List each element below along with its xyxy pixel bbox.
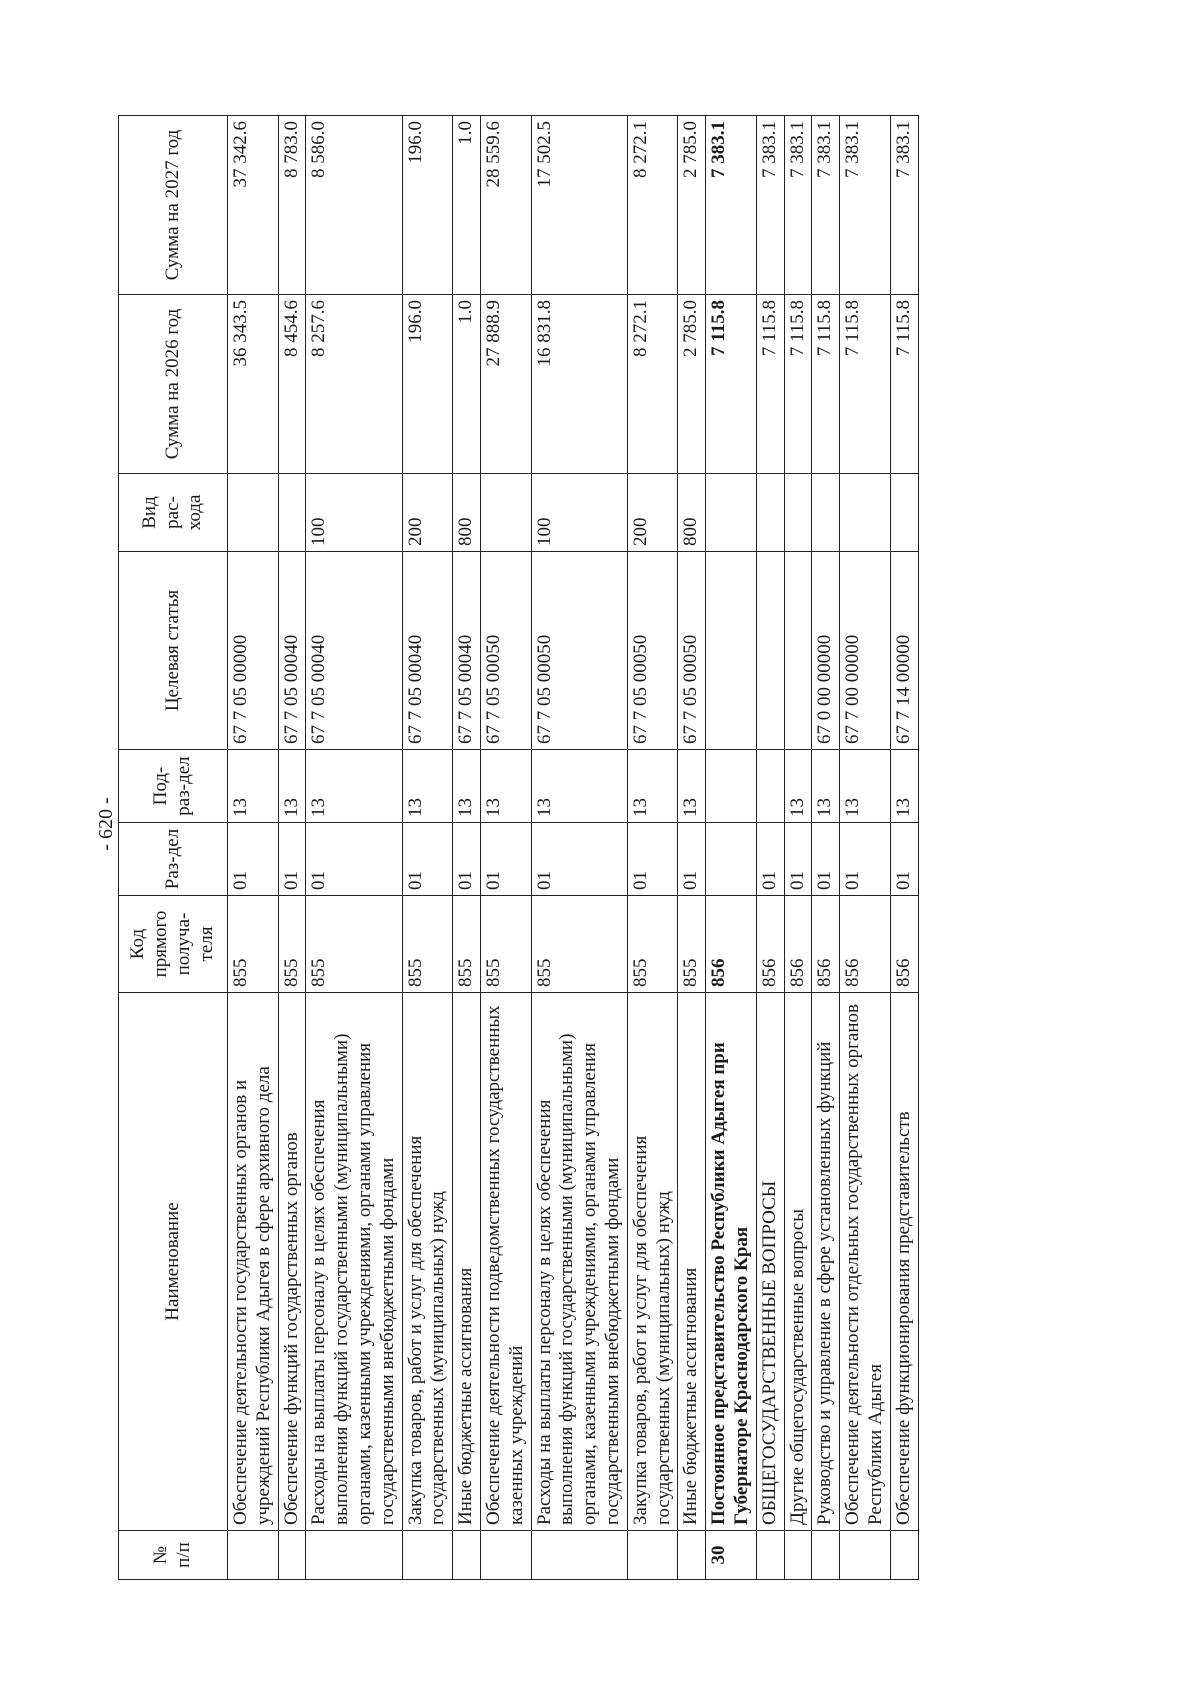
cell-sum-2026: 8 257.6: [306, 295, 402, 474]
cell-sum-2027: 8 586.0: [306, 116, 402, 295]
cell-recipient: 856: [890, 896, 918, 993]
cell-name: Постоянное представительство Республики Адыгея при Губернаторе Краснодарского Края: [706, 993, 757, 1531]
cell-sum-2027: 1.0: [453, 116, 481, 295]
cell-sum-2027: 7 383.1: [756, 116, 784, 295]
header-section: Раз-дел: [119, 823, 228, 896]
cell-sum-2026: 2 785.0: [678, 295, 706, 474]
cell-expense-type: 200: [402, 474, 453, 552]
cell-section: 01: [278, 823, 306, 896]
table-row: [228, 116, 279, 1580]
cell-subsection: 13: [480, 750, 531, 823]
cell-sum-2026: 7 115.8: [890, 295, 918, 474]
header-expense-type: Вид рас-хода: [119, 474, 228, 552]
cell-target: 67 7 05 00050: [531, 552, 627, 750]
cell-sum-2026: 7 115.8: [784, 295, 812, 474]
table-row: [627, 116, 678, 1580]
cell-name: Обеспечение функционирования представительств: [890, 993, 918, 1531]
table-row: [453, 116, 481, 1580]
cell-target: 67 7 05 00050: [480, 552, 531, 750]
cell-num: [784, 1531, 812, 1580]
header-name: Наименование: [119, 993, 228, 1531]
cell-section: 01: [531, 823, 627, 896]
cell-recipient: 856: [756, 896, 784, 993]
cell-expense-type: 800: [453, 474, 481, 552]
cell-num: [306, 1531, 402, 1580]
table-row: [306, 116, 402, 1580]
cell-subsection: 13: [278, 750, 306, 823]
cell-sum-2026: 27 888.9: [480, 295, 531, 474]
cell-subsection: 13: [812, 750, 840, 823]
cell-name: Руководство и управление в сфере установленных функций: [812, 993, 840, 1531]
cell-sum-2027: 8 272.1: [627, 116, 678, 295]
cell-section: 01: [678, 823, 706, 896]
cell-section: 01: [402, 823, 453, 896]
cell-sum-2027: 2 785.0: [678, 116, 706, 295]
table-row: [480, 116, 531, 1580]
cell-expense-type: 800: [678, 474, 706, 552]
cell-recipient: 855: [402, 896, 453, 993]
cell-section: 01: [453, 823, 481, 896]
cell-sum-2026: 7 115.8: [706, 295, 757, 474]
cell-recipient: 855: [306, 896, 402, 993]
table-header-row: [119, 116, 228, 1580]
cell-num: 30: [706, 1531, 757, 1580]
cell-sum-2027: 8 783.0: [278, 116, 306, 295]
cell-num: [480, 1531, 531, 1580]
table-row: [678, 116, 706, 1580]
cell-section: 01: [306, 823, 402, 896]
cell-sum-2026: 16 831.8: [531, 295, 627, 474]
cell-target: [706, 552, 757, 750]
cell-subsection: 13: [306, 750, 402, 823]
table-body: [228, 116, 919, 1580]
cell-sum-2027: 196.0: [402, 116, 453, 295]
cell-name: Расходы на выплаты персоналу в целях обеспечения выполнения функций государственными (муниципальными) органами, казенными учреждениями, органами управления государственными внебюджетными фондами: [531, 993, 627, 1531]
cell-recipient: 855: [531, 896, 627, 993]
cell-subsection: [756, 750, 784, 823]
header-sum-2026: Сумма на 2026 год: [119, 295, 228, 474]
cell-num: [890, 1531, 918, 1580]
cell-name: Обеспечение деятельности государственных органов и учреждений Республики Адыгея в сфере архивного дела: [228, 993, 279, 1531]
cell-recipient: 855: [453, 896, 481, 993]
cell-num: [278, 1531, 306, 1580]
cell-subsection: 13: [784, 750, 812, 823]
header-recipient: Код прямого получа-теля: [119, 896, 228, 993]
cell-sum-2026: 7 115.8: [756, 295, 784, 474]
cell-target: 67 7 05 00000: [228, 552, 279, 750]
cell-expense-type: [756, 474, 784, 552]
cell-num: [812, 1531, 840, 1580]
cell-expense-type: [890, 474, 918, 552]
cell-recipient: 855: [627, 896, 678, 993]
cell-sum-2027: 7 383.1: [784, 116, 812, 295]
table-row: [531, 116, 627, 1580]
cell-subsection: [706, 750, 757, 823]
cell-section: 01: [480, 823, 531, 896]
cell-expense-type: 100: [531, 474, 627, 552]
cell-name: Расходы на выплаты персоналу в целях обеспечения выполнения функций государственными (муниципальными) органами, казенными учреждениями, органами управления государственными внебюджетными фондами: [306, 993, 402, 1531]
cell-section: 01: [627, 823, 678, 896]
table-row: [840, 116, 891, 1580]
cell-expense-type: [784, 474, 812, 552]
cell-name: Другие общегосударственные вопросы: [784, 993, 812, 1531]
cell-subsection: 13: [453, 750, 481, 823]
cell-recipient: 856: [784, 896, 812, 993]
cell-sum-2027: 7 383.1: [812, 116, 840, 295]
cell-recipient: 855: [228, 896, 279, 993]
cell-target: [756, 552, 784, 750]
cell-num: [531, 1531, 627, 1580]
cell-expense-type: 200: [627, 474, 678, 552]
cell-section: 01: [812, 823, 840, 896]
table-row: [812, 116, 840, 1580]
cell-name: Обеспечение деятельности подведомственных государственных казенных учреждений: [480, 993, 531, 1531]
cell-recipient: 856: [840, 896, 891, 993]
table-row: [784, 116, 812, 1580]
cell-sum-2026: 7 115.8: [840, 295, 891, 474]
page-number: - 620 -: [95, 797, 117, 851]
budget-table-container: [118, 116, 1094, 1580]
cell-sum-2027: 28 559.6: [480, 116, 531, 295]
cell-expense-type: [480, 474, 531, 552]
cell-expense-type: [228, 474, 279, 552]
table-row: [756, 116, 784, 1580]
cell-section: 01: [228, 823, 279, 896]
cell-target: 67 7 05 00040: [453, 552, 481, 750]
cell-target: 67 7 05 00050: [678, 552, 706, 750]
cell-target: 67 0 00 00000: [812, 552, 840, 750]
cell-name: Обеспечение деятельности отдельных государственных органов Республики Адыгея: [840, 993, 891, 1531]
cell-num: [627, 1531, 678, 1580]
cell-num: [840, 1531, 891, 1580]
cell-num: [402, 1531, 453, 1580]
cell-recipient: 856: [706, 896, 757, 993]
cell-target: 67 7 05 00040: [402, 552, 453, 750]
cell-name: ОБЩЕГОСУДАРСТВЕННЫЕ ВОПРОСЫ: [756, 993, 784, 1531]
cell-sum-2027: 37 342.6: [228, 116, 279, 295]
cell-subsection: 13: [531, 750, 627, 823]
table-row: [890, 116, 918, 1580]
table-row: [706, 116, 757, 1580]
cell-subsection: 13: [840, 750, 891, 823]
cell-expense-type: [812, 474, 840, 552]
cell-recipient: 855: [480, 896, 531, 993]
cell-expense-type: 100: [306, 474, 402, 552]
cell-subsection: 13: [890, 750, 918, 823]
cell-section: 01: [840, 823, 891, 896]
cell-sum-2026: 8 272.1: [627, 295, 678, 474]
cell-expense-type: [278, 474, 306, 552]
cell-name: Иные бюджетные ассигнования: [453, 993, 481, 1531]
cell-name: Обеспечение функций государственных органов: [278, 993, 306, 1531]
cell-sum-2026: 1.0: [453, 295, 481, 474]
cell-sum-2026: 8 454.6: [278, 295, 306, 474]
cell-sum-2026: 36 343.5: [228, 295, 279, 474]
cell-subsection: 13: [678, 750, 706, 823]
cell-sum-2027: 7 383.1: [840, 116, 891, 295]
cell-target: [784, 552, 812, 750]
cell-num: [453, 1531, 481, 1580]
cell-recipient: 855: [678, 896, 706, 993]
cell-subsection: 13: [627, 750, 678, 823]
cell-sum-2027: 7 383.1: [890, 116, 918, 295]
cell-expense-type: [706, 474, 757, 552]
cell-section: [706, 823, 757, 896]
cell-sum-2027: 17 502.5: [531, 116, 627, 295]
cell-name: Иные бюджетные ассигнования: [678, 993, 706, 1531]
cell-target: 67 7 14 00000: [890, 552, 918, 750]
budget-table: [118, 115, 919, 1580]
cell-target: 67 7 00 00000: [840, 552, 891, 750]
cell-num: [678, 1531, 706, 1580]
cell-num: [228, 1531, 279, 1580]
cell-name: Закупка товаров, работ и услуг для обеспечения государственных (муниципальных) нужд: [402, 993, 453, 1531]
header-num: № п/п: [119, 1531, 228, 1580]
cell-num: [756, 1531, 784, 1580]
cell-sum-2027: 7 383.1: [706, 116, 757, 295]
cell-name: Закупка товаров, работ и услуг для обеспечения государственных (муниципальных) нужд: [627, 993, 678, 1531]
cell-expense-type: [840, 474, 891, 552]
cell-section: 01: [756, 823, 784, 896]
cell-recipient: 855: [278, 896, 306, 993]
cell-target: 67 7 05 00040: [278, 552, 306, 750]
cell-section: 01: [890, 823, 918, 896]
cell-target: 67 7 05 00050: [627, 552, 678, 750]
header-target: Целевая статья: [119, 552, 228, 750]
table-row: [402, 116, 453, 1580]
cell-sum-2026: 196.0: [402, 295, 453, 474]
cell-target: 67 7 05 00040: [306, 552, 402, 750]
cell-recipient: 856: [812, 896, 840, 993]
cell-subsection: 13: [228, 750, 279, 823]
table-row: [278, 116, 306, 1580]
cell-sum-2026: 7 115.8: [812, 295, 840, 474]
header-subsection: Под-раз-дел: [119, 750, 228, 823]
header-sum-2027: Сумма на 2027 год: [119, 116, 228, 295]
cell-subsection: 13: [402, 750, 453, 823]
cell-section: 01: [784, 823, 812, 896]
